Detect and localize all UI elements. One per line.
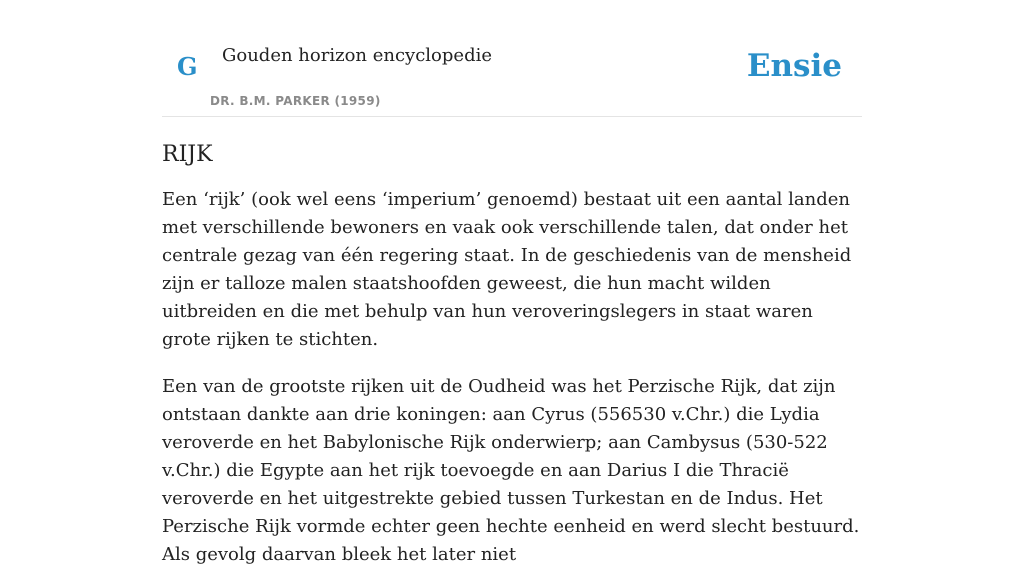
book-logo[interactable]: G <box>177 52 198 81</box>
book-header <box>162 0 862 117</box>
article-paragraph: Een ‘rijk’ (ook wel eens ‘imperium’ genoemd) bestaat uit een aantal landen met verschillende bewoners en vaak ook verschillende talen, dat onder het centrale gezag van één regering staat. In de geschiedenis van de mensheid zijn er talloze malen staatshoofden geweest, die hun macht wilden uitbreiden en die met behulp van hun veroveringslegers in staat waren grote rijken te stichten. <box>162 189 852 350</box>
article-paragraph: Een van de grootste rijken uit de Oudheid was het Perzische Rijk, dat zijn ontstaan dankte aan drie koningen: aan Cyrus (556530 v.Chr.) die Lydia veroverde en het Babylonische Rijk onderwierp; aan Cambysus (530-522 v.Chr.) die Egypte aan het rijk toevoegde en aan Darius I die Thracië veroverde en het uitgestrekte gebied tussen Turkestan en de Indus. Het Perzische Rijk vormde echter geen hechte eenheid en werd slecht bestuurd. Als gevolg daarvan bleek het later niet <box>162 376 860 565</box>
ensie-brand-logo[interactable]: Ensie <box>746 48 842 84</box>
article-title: RIJK <box>162 142 213 167</box>
book-title[interactable]: Gouden horizon encyclopedie <box>222 45 492 66</box>
book-author: DR. B.M. PARKER (1959) <box>210 94 381 108</box>
article <box>162 138 862 588</box>
